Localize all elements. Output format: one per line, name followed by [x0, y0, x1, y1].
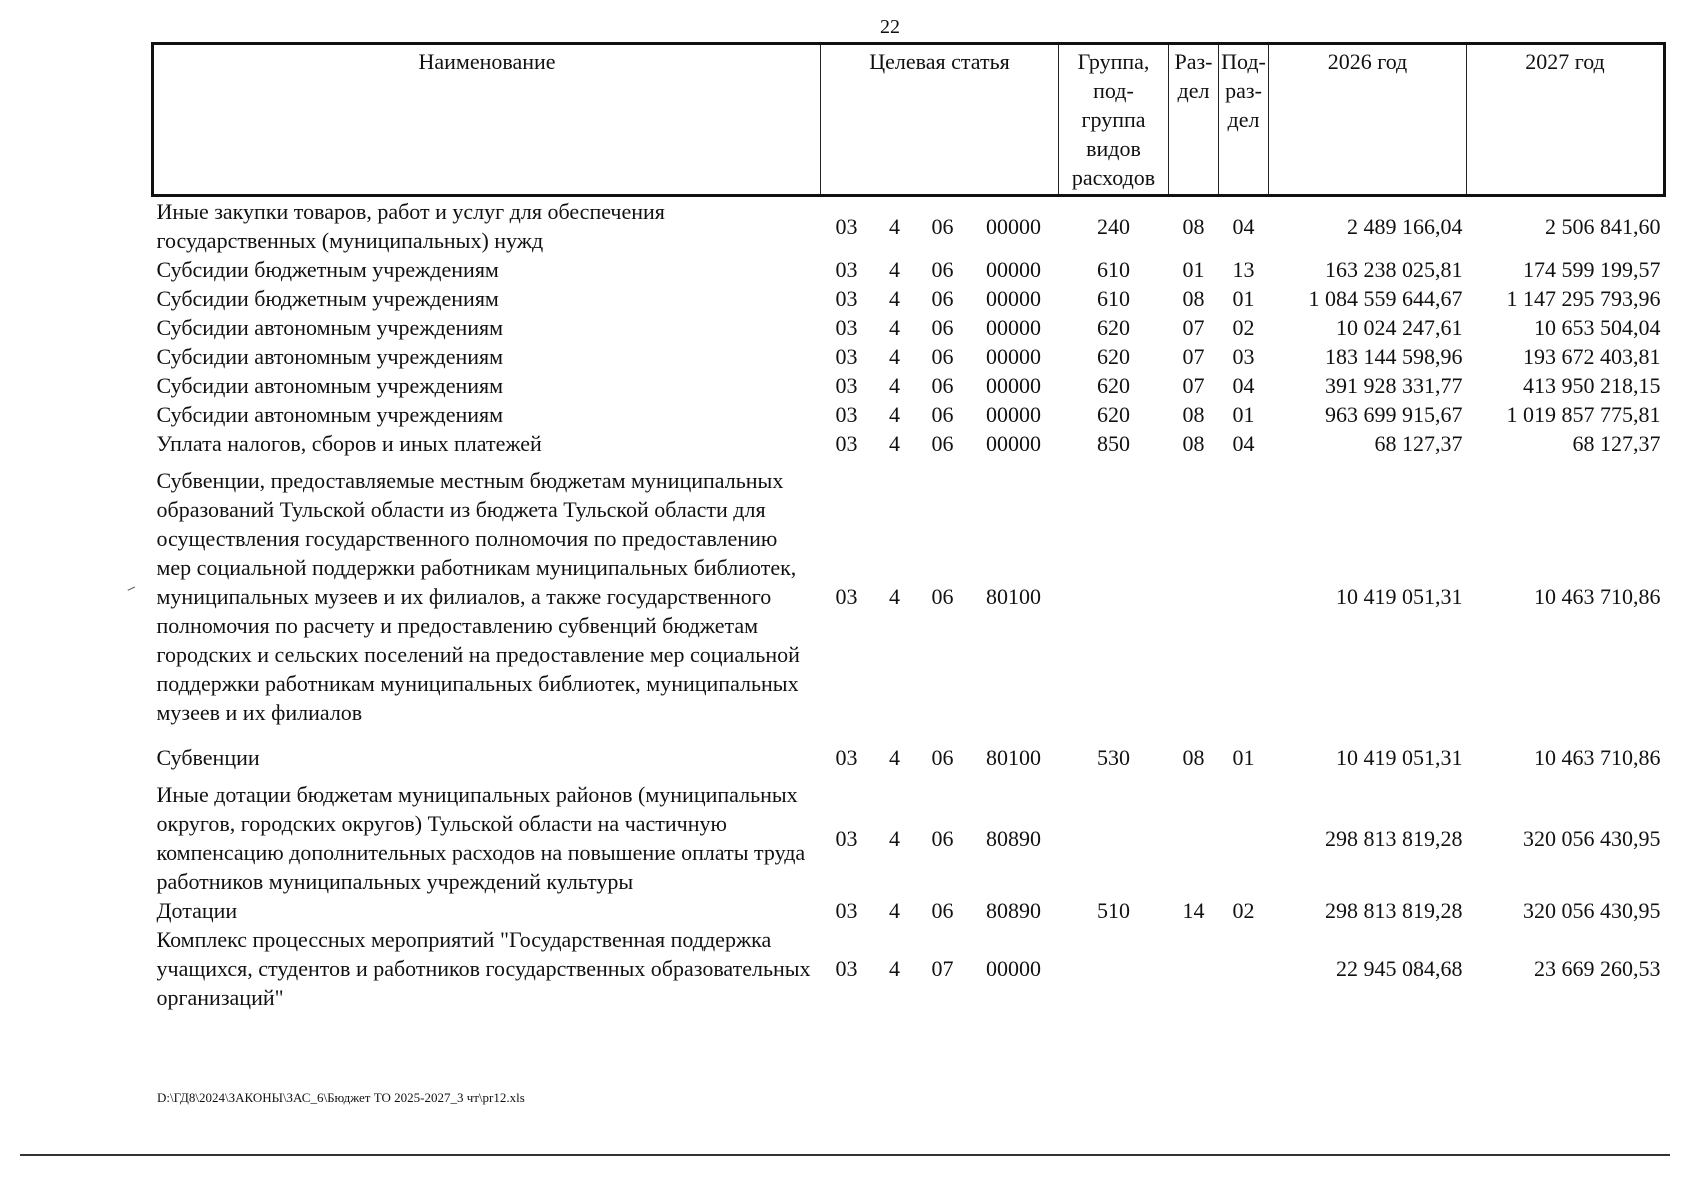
expense-group: 620 — [1097, 373, 1130, 398]
code-part-2: 4 — [889, 344, 900, 369]
code-part-3: 06 — [931, 373, 954, 398]
amount-2026: 183 144 598,96 — [1325, 344, 1463, 369]
row-name: Иные закупки товаров, работ и услуг для обеспечения государственных (муниципальных) нужд — [156, 199, 665, 253]
row-name: Иные дотации бюджетам муниципальных районов (муниципальных округов, городских округов) Тульской области на частичную компенсацию дополнительных расходов на повышение оплаты труда работников муниципальных учреждений культуры — [156, 782, 806, 894]
table-row — [153, 429, 1665, 458]
amount-2026: 2 489 166,04 — [1347, 213, 1463, 239]
expense-group: 610 — [1097, 286, 1130, 311]
amount-2027: 10 463 710,86 — [1534, 745, 1661, 770]
header-target: Целевая статья — [821, 44, 1059, 196]
amount-2026: 10 419 051,31 — [1336, 745, 1463, 770]
code-part-4: 00000 — [986, 257, 1041, 282]
code-part-4: 80100 — [986, 745, 1041, 770]
header-group-line: Группа, — [1077, 49, 1150, 74]
code-part-2: 4 — [889, 431, 900, 456]
code-part-4: 00000 — [986, 344, 1041, 369]
header-podrazdel — [1219, 44, 1269, 196]
razdel: 08 — [1182, 286, 1205, 311]
code-part-1: 03 — [835, 213, 858, 239]
amount-2026: 10 024 247,61 — [1336, 315, 1463, 340]
amount-2027: 193 672 403,81 — [1523, 344, 1661, 369]
header-razdel-line: Раз- — [1174, 49, 1213, 74]
amount-2026: 68 127,37 — [1374, 431, 1463, 456]
header-podrazdel-line: дел — [1227, 107, 1260, 132]
code-part-2: 4 — [889, 286, 900, 311]
code-part-2: 4 — [889, 315, 900, 340]
code-part-4: 00000 — [986, 286, 1041, 311]
code-part-2: 4 — [889, 373, 900, 398]
code-part-1: 03 — [835, 315, 858, 340]
podrazdel: 01 — [1232, 286, 1255, 311]
code-part-1: 03 — [835, 286, 858, 311]
table-row — [153, 896, 1665, 925]
podrazdel: 01 — [1232, 402, 1255, 427]
razdel: 07 — [1182, 344, 1205, 369]
expense-group: 610 — [1097, 257, 1130, 282]
header-group-line: расходов — [1071, 165, 1156, 190]
razdel: 08 — [1182, 402, 1205, 427]
row-name: Дотации — [156, 898, 238, 923]
expense-group: 530 — [1097, 745, 1130, 770]
amount-2027: 1 147 295 793,96 — [1506, 286, 1661, 311]
code-part-2: 4 — [889, 402, 900, 427]
stray-pen-mark — [128, 586, 137, 593]
table-row — [153, 780, 1665, 896]
amount-2026: 1 084 559 644,67 — [1308, 286, 1463, 311]
expense-group — [1059, 925, 1169, 1012]
row-name: Субвенции, предоставляемые местным бюджетам муниципальных образований Тульской области из бюджета Тульской области для осуществления государственного полномочия по предоставлению мер социальной поддержки работникам муниципальных библиотек, муниципальных музеев и их филиалов, а также государственного полномочия по расчету и предоставлению субвенций бюджетам городских и сельских поселений на предоставление мер социальной поддержки работникам муниципальных библиотек, муниципальных музеев и их филиалов — [156, 468, 800, 725]
code-part-1: 03 — [835, 956, 858, 981]
code-part-2: 4 — [889, 745, 900, 770]
header-razdel — [1169, 44, 1219, 196]
razdel: 01 — [1182, 257, 1205, 282]
expense-group: 510 — [1097, 898, 1130, 923]
razdel: 08 — [1182, 745, 1205, 770]
code-part-1: 03 — [835, 402, 858, 427]
code-part-4: 00000 — [986, 956, 1041, 981]
row-name: Субвенции — [156, 745, 260, 770]
code-part-3: 06 — [931, 745, 954, 770]
table-row — [153, 400, 1665, 429]
header-podrazdel-line: раз- — [1225, 78, 1262, 103]
code-part-3: 06 — [931, 825, 954, 851]
code-part-2: 4 — [889, 584, 900, 609]
expense-group: 620 — [1097, 402, 1130, 427]
header-2027: 2027 год — [1467, 44, 1665, 196]
amount-2026: 10 419 051,31 — [1336, 584, 1463, 609]
amount-2027: 320 056 430,95 — [1523, 898, 1661, 923]
code-part-1: 03 — [835, 344, 858, 369]
podrazdel: 04 — [1232, 373, 1255, 398]
amount-2026: 391 928 331,77 — [1325, 373, 1463, 398]
code-part-4: 80100 — [986, 584, 1041, 609]
razdel — [1169, 925, 1219, 1012]
razdel — [1169, 458, 1219, 735]
expense-group: 620 — [1097, 315, 1130, 340]
amount-2027: 1 019 857 775,81 — [1506, 402, 1661, 427]
file-path: D:\ГД8\2024\ЗАКОНЫ\ЗАС_6\Бюджет ТО 2025-2027_3 чт\pr12.xls — [157, 1090, 525, 1105]
row-name: Субсидии автономным учреждениям — [156, 315, 504, 340]
code-part-3: 07 — [931, 956, 954, 981]
amount-2026: 298 813 819,28 — [1325, 898, 1463, 923]
podrazdel: 02 — [1232, 898, 1255, 923]
amount-2026: 298 813 819,28 — [1325, 825, 1463, 851]
expense-group: 620 — [1097, 344, 1130, 369]
code-part-1: 03 — [835, 373, 858, 398]
razdel: 14 — [1182, 898, 1205, 923]
podrazdel — [1219, 780, 1269, 896]
amount-2027: 413 950 218,15 — [1523, 373, 1661, 398]
code-part-1: 03 — [835, 745, 858, 770]
code-part-1: 03 — [835, 584, 858, 609]
header-group-line: группа — [1081, 107, 1146, 132]
header-podrazdel-line: Под- — [1221, 49, 1266, 74]
code-part-2: 4 — [889, 956, 900, 981]
code-part-4: 80890 — [986, 825, 1041, 851]
expense-group — [1059, 458, 1169, 735]
row-name: Субсидии автономным учреждениям — [156, 402, 504, 427]
amount-2027: 68 127,37 — [1572, 431, 1661, 456]
code-part-1: 03 — [835, 898, 858, 923]
row-name: Субсидии бюджетным учреждениям — [156, 286, 499, 311]
table-row — [153, 255, 1665, 284]
code-part-3: 06 — [931, 344, 954, 369]
row-name: Субсидии автономным учреждениям — [156, 373, 504, 398]
code-part-2: 4 — [889, 213, 900, 239]
amount-2027: 2 506 841,60 — [1545, 213, 1661, 239]
table-row — [153, 313, 1665, 342]
header-2026: 2026 год — [1269, 44, 1467, 196]
podrazdel: 02 — [1232, 315, 1255, 340]
code-part-3: 06 — [931, 257, 954, 282]
code-part-4: 00000 — [986, 315, 1041, 340]
header-name: Наименование — [153, 44, 821, 196]
code-part-4: 00000 — [986, 213, 1041, 239]
podrazdel: 13 — [1232, 257, 1255, 282]
code-part-4: 00000 — [986, 431, 1041, 456]
amount-2026: 163 238 025,81 — [1325, 257, 1463, 282]
bottom-rule — [20, 1154, 1670, 1156]
expense-group — [1059, 780, 1169, 896]
header-group-line: видов — [1086, 136, 1141, 161]
code-part-3: 06 — [931, 315, 954, 340]
podrazdel: 03 — [1232, 344, 1255, 369]
razdel: 07 — [1182, 373, 1205, 398]
code-part-3: 06 — [931, 431, 954, 456]
expense-group: 240 — [1097, 213, 1130, 239]
header-razdel-line: дел — [1177, 78, 1210, 103]
row-name: Уплата налогов, сборов и иных платежей — [156, 431, 542, 456]
code-part-1: 03 — [835, 431, 858, 456]
razdel: 08 — [1182, 213, 1205, 239]
podrazdel — [1219, 458, 1269, 735]
budget-table — [151, 42, 1666, 1012]
code-part-3: 06 — [931, 898, 954, 923]
code-part-1: 03 — [835, 257, 858, 282]
amount-2027: 10 653 504,04 — [1534, 315, 1661, 340]
podrazdel: 04 — [1232, 213, 1255, 239]
podrazdel: 01 — [1232, 745, 1255, 770]
row-name: Субсидии автономным учреждениям — [156, 344, 504, 369]
code-part-4: 00000 — [986, 373, 1041, 398]
amount-2027: 10 463 710,86 — [1534, 584, 1661, 609]
code-part-3: 06 — [931, 213, 954, 239]
code-part-1: 03 — [835, 825, 858, 851]
code-part-4: 00000 — [986, 402, 1041, 427]
code-part-3: 06 — [931, 584, 954, 609]
expense-group: 850 — [1097, 431, 1130, 456]
page-number: 22 — [880, 16, 900, 38]
amount-2026: 963 699 915,67 — [1325, 402, 1463, 427]
podrazdel: 04 — [1232, 431, 1255, 456]
amount-2026: 22 945 084,68 — [1336, 956, 1463, 981]
code-part-2: 4 — [889, 257, 900, 282]
amount-2027: 174 599 199,57 — [1523, 257, 1661, 282]
row-name: Субсидии бюджетным учреждениям — [156, 257, 499, 282]
header-group — [1059, 44, 1169, 196]
razdel — [1169, 780, 1219, 896]
table-row — [153, 925, 1665, 1012]
header-group-line: под- — [1093, 78, 1134, 103]
code-part-3: 06 — [931, 402, 954, 427]
code-part-2: 4 — [889, 825, 900, 851]
razdel: 07 — [1182, 315, 1205, 340]
table-row — [153, 458, 1665, 735]
table-header — [153, 44, 1665, 196]
row-name: Комплекс процессных мероприятий "Государственная поддержка учащихся, студентов и работников государственных образовательных организаций" — [156, 927, 811, 1010]
table-row — [153, 196, 1665, 256]
podrazdel — [1219, 925, 1269, 1012]
amount-2027: 23 669 260,53 — [1534, 956, 1661, 981]
table-row — [153, 284, 1665, 313]
table-row — [153, 735, 1665, 780]
code-part-3: 06 — [931, 286, 954, 311]
table-row — [153, 342, 1665, 371]
code-part-4: 80890 — [986, 898, 1041, 923]
amount-2027: 320 056 430,95 — [1523, 825, 1661, 851]
code-part-2: 4 — [889, 898, 900, 923]
table-body — [153, 196, 1665, 1013]
razdel: 08 — [1182, 431, 1205, 456]
table-row — [153, 371, 1665, 400]
